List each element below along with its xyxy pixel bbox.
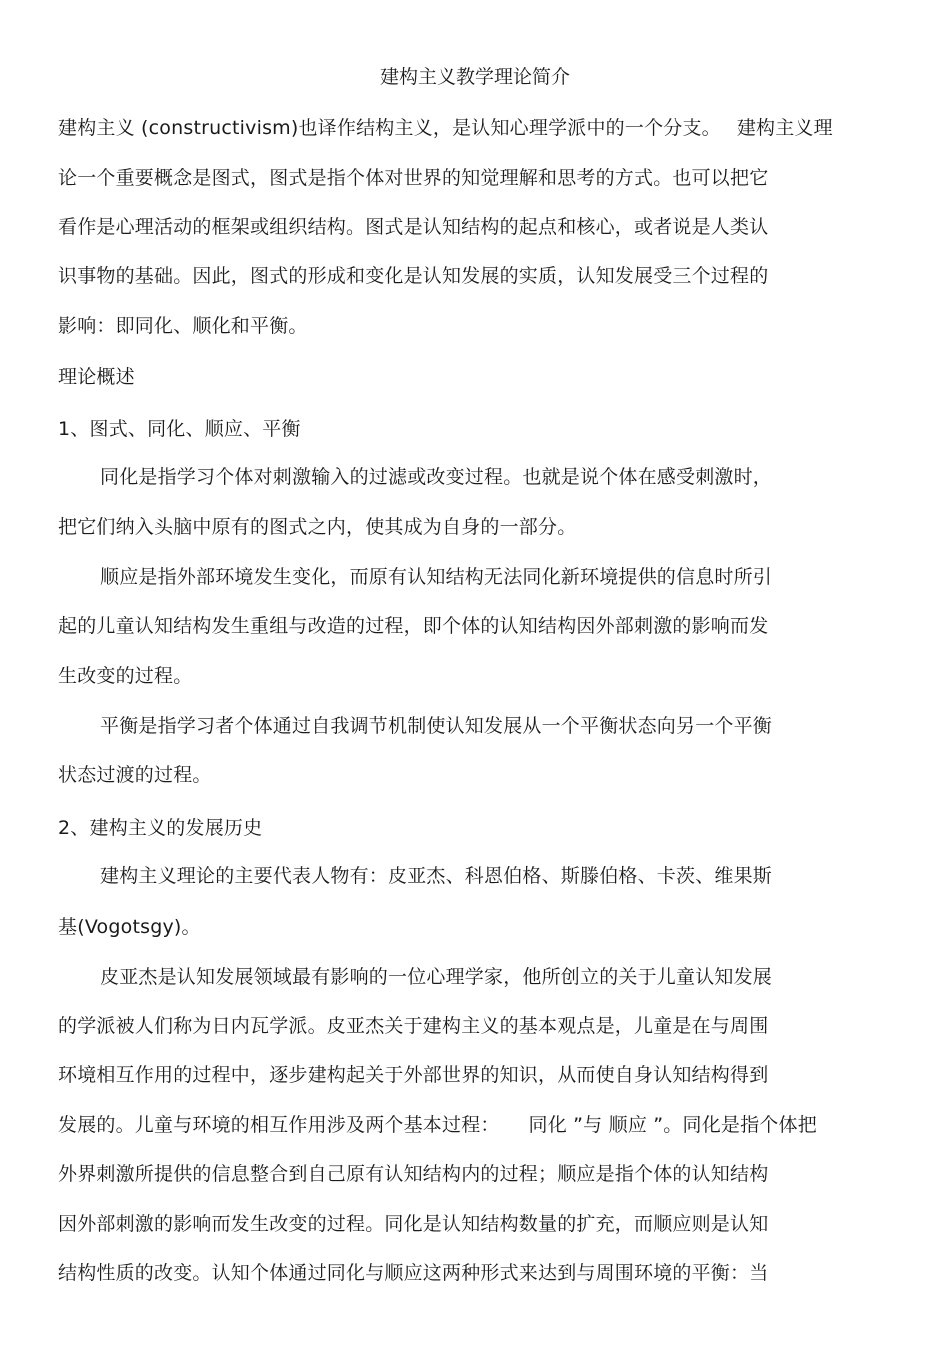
document-title: 建构主义教学理论简介 xyxy=(379,66,570,88)
paragraph-line: 把它们纳入头脑中原有的图式之内，使其成为自身的一部分。 xyxy=(58,516,577,538)
paragraph-line: 论一个重要概念是图式，图式是指个体对世界的知觉理解和思考的方式。也可以把它 xyxy=(58,167,769,189)
paragraph-line: 建构主义 (constructivism)也译作结构主义，是认知心理学派中的一个分支。 建构主义理 xyxy=(58,117,833,139)
subsection-heading: 2、建构主义的发展历史 xyxy=(58,817,263,839)
paragraph-line: 影响：即同化、顺化和平衡。 xyxy=(58,315,308,337)
paragraph-line: 生改变的过程。 xyxy=(58,665,193,687)
paragraph-line: 平衡是指学习者个体通过自我调节机制使认知发展从一个平衡状态向另一个平衡 xyxy=(100,715,773,737)
paragraph-line: 环境相互作用的过程中，逐步建构起关于外部世界的知识，从而使自身认知结构得到 xyxy=(58,1064,769,1086)
paragraph-line: 起的儿童认知结构发生重组与改造的过程，即个体的认知结构因外部刺激的影响而发 xyxy=(58,615,769,637)
paragraph-line: 发展的。儿童与环境的相互作用涉及两个基本过程： 同化 ”与 顺应 ”。同化是指个体把 xyxy=(58,1114,817,1136)
paragraph-line: 同化是指学习个体对刺激输入的过滤或改变过程。也就是说个体在感受刺激时， xyxy=(100,466,773,488)
paragraph-line: 状态过渡的过程。 xyxy=(58,764,212,786)
section-heading: 理论概述 xyxy=(58,366,135,388)
paragraph-line: 看作是心理活动的框架或组织结构。图式是认知结构的起点和核心，或者说是人类认 xyxy=(58,216,769,238)
paragraph-line: 外界刺激所提供的信息整合到自己原有认知结构内的过程；顺应是指个体的认知结构 xyxy=(58,1163,769,1185)
subsection-heading: 1、图式、同化、顺应、平衡 xyxy=(58,418,301,440)
paragraph-line: 结构性质的改变。认知个体通过同化与顺应这两种形式来达到与周围环境的平衡：当 xyxy=(58,1262,769,1284)
paragraph-line: 顺应是指外部环境发生变化，而原有认知结构无法同化新环境提供的信息时所引 xyxy=(100,566,773,588)
paragraph-line: 的学派被人们称为日内瓦学派。皮亚杰关于建构主义的基本观点是，儿童是在与周围 xyxy=(58,1015,769,1037)
paragraph-line: 识事物的基础。因此，图式的形成和变化是认知发展的实质，认知发展受三个过程的 xyxy=(58,265,769,287)
paragraph-line: 皮亚杰是认知发展领域最有影响的一位心理学家，他所创立的关于儿童认知发展 xyxy=(100,966,773,988)
paragraph-line: 基(Vogotsgy)。 xyxy=(58,916,201,938)
paragraph-line: 因外部刺激的影响而发生改变的过程。同化是认知结构数量的扩充，而顺应则是认知 xyxy=(58,1213,769,1235)
paragraph-line: 建构主义理论的主要代表人物有：皮亚杰、科恩伯格、斯滕伯格、卡茨、维果斯 xyxy=(100,865,773,887)
